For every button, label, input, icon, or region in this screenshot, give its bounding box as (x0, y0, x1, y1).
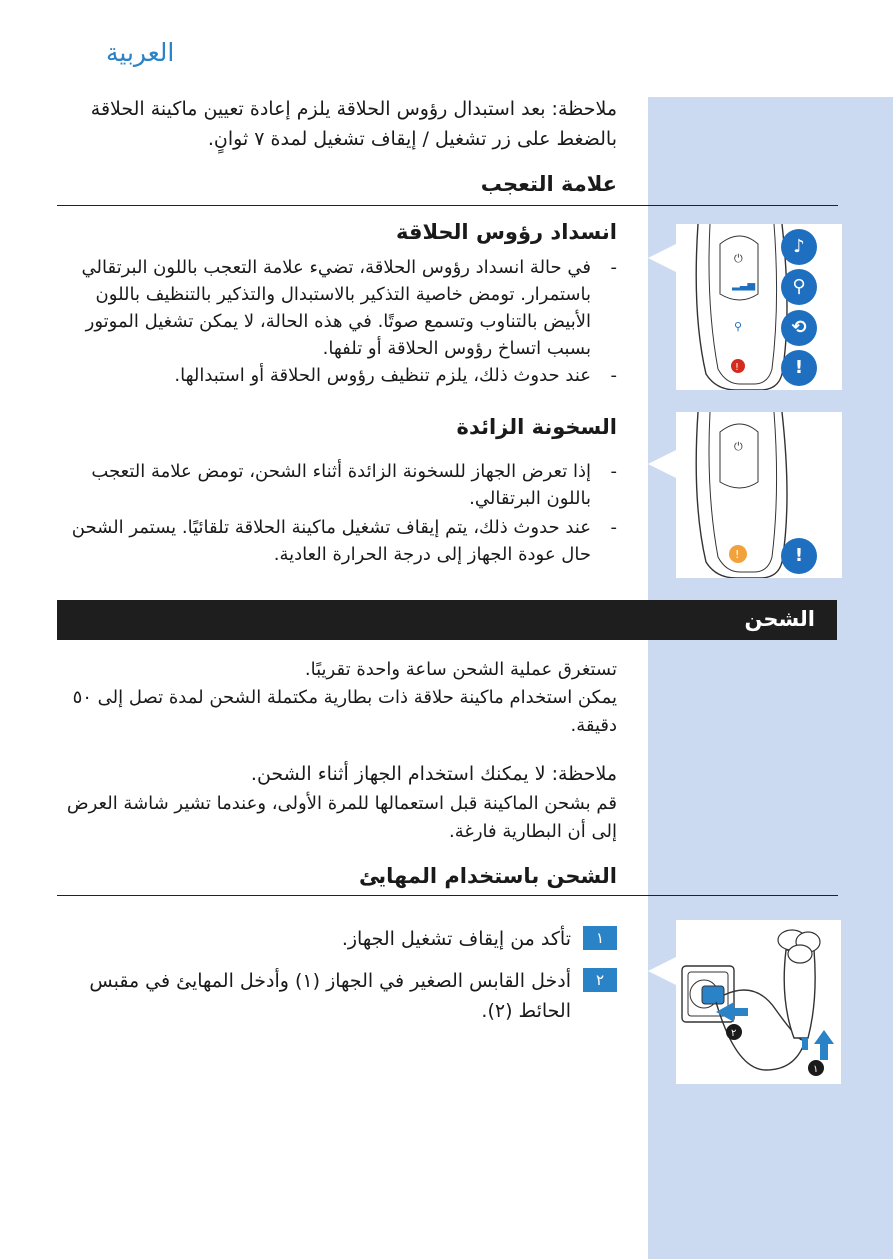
divider (57, 895, 838, 896)
section-bar-charging (57, 600, 837, 640)
callout-pointer (648, 450, 676, 478)
blocked-list (57, 254, 617, 389)
note-reset: ملاحظة: بعد استبدال رؤوس الحلاقة يلزم إعادة تعيين ماكينة الحلاقة بالضغط على زر تشغيل / إيقاف تشغيل لمدة ٧ ثوانٍ. (90, 98, 617, 150)
step-2 (57, 966, 617, 1026)
note-body: قم بشحن الماكينة قبل استعمالها للمرة الأولى، وعندما تشير شاشة العرض إلى أن البطارية فارغة. (66, 793, 617, 842)
figure-blocked-display (676, 224, 842, 390)
section-title-charging: الشحن (744, 607, 815, 631)
callout-pointer (648, 957, 676, 985)
overheat-list (57, 458, 617, 568)
callout-number-2: ٢ (731, 1028, 737, 1039)
svg-text:!: ! (735, 362, 740, 373)
callout-pointer (648, 244, 676, 272)
language-label: العربية (106, 38, 175, 67)
subsection-title-blocked: انسداد رؤوس الحلاقة (395, 220, 617, 244)
note-heading: ملاحظة: لا يمكنك استخدام الجهاز أثناء الشحن. (250, 763, 617, 785)
list-item: - عند حدوث ذلك، يلزم تنظيف رؤوس الحلاقة أو استبدالها. (57, 362, 617, 389)
exclamation-icon: ! (781, 350, 817, 386)
svg-text:!: ! (735, 548, 740, 561)
step-number: ١ (583, 926, 617, 950)
figure-overheat-display (676, 412, 842, 578)
adapter-illustration (676, 920, 841, 1084)
tap-cleaning-icon: ⚲ (781, 269, 817, 305)
svg-text:▂▃▅: ▂▃▅ (732, 280, 756, 291)
list-item: - عند حدوث ذلك، يتم إيقاف تشغيل ماكينة الحلاقة تلقائيًا. يستمر الشحن حال عودة الجهاز إلى درجة الحرارة العادية. (57, 514, 617, 568)
step-text: تأكد من إيقاف تشغيل الجهاز. (341, 928, 571, 950)
charging-time-text: تستغرق عملية الشحن ساعة واحدة تقريبًا. (304, 659, 617, 680)
svg-text:⏻: ⏻ (734, 252, 743, 265)
svg-text:⚲: ⚲ (734, 320, 743, 333)
callout-number-1: ١ (813, 1064, 819, 1075)
shaving-head-replace-icon: ⟲ (781, 310, 817, 346)
shaver-display-illustration (676, 224, 842, 390)
svg-text:⏻: ⏻ (734, 440, 743, 453)
charging-note (57, 760, 617, 846)
sound-icon: ♪ (781, 229, 817, 265)
section-title-warning: علامة التعجب (480, 172, 617, 196)
divider (57, 205, 838, 206)
charging-info (57, 656, 617, 740)
charging-runtime-text: يمكن استخدام ماكينة حلاقة ذات بطارية مكتملة الشحن لمدة تصل إلى ٥٠ دقيقة. (72, 687, 617, 736)
section-title-adapter: الشحن باستخدام المهايئ (359, 864, 617, 888)
exclamation-icon: ! (781, 538, 817, 574)
list-item: - في حالة انسداد رؤوس الحلاقة، تضيء علامة التعجب باللون البرتقالي باستمرار. تومض خاصية التذكير بالاستبدال والتذكير بالتنظيف باللون الأبيض بالتناوب وتسمع صوتًا. في هذه الحالة، لا يمكن تشغيل الموتور بسبب اتساخ رؤوس الحلاقة أو تلفها. (57, 254, 617, 362)
step-text: أدخل القابس الصغير في الجهاز (١) وأدخل المهايئ في مقبس الحائط (٢). (89, 970, 571, 1022)
subsection-title-overheat: السخونة الزائدة (456, 415, 617, 439)
list-item: - إذا تعرض الجهاز للسخونة الزائدة أثناء الشحن، تومض علامة التعجب باللون البرتقالي. (57, 458, 617, 512)
step-1 (57, 924, 617, 954)
step-number: ٢ (583, 968, 617, 992)
shaver-display-illustration (676, 412, 842, 578)
figure-adapter-charging (676, 920, 841, 1084)
